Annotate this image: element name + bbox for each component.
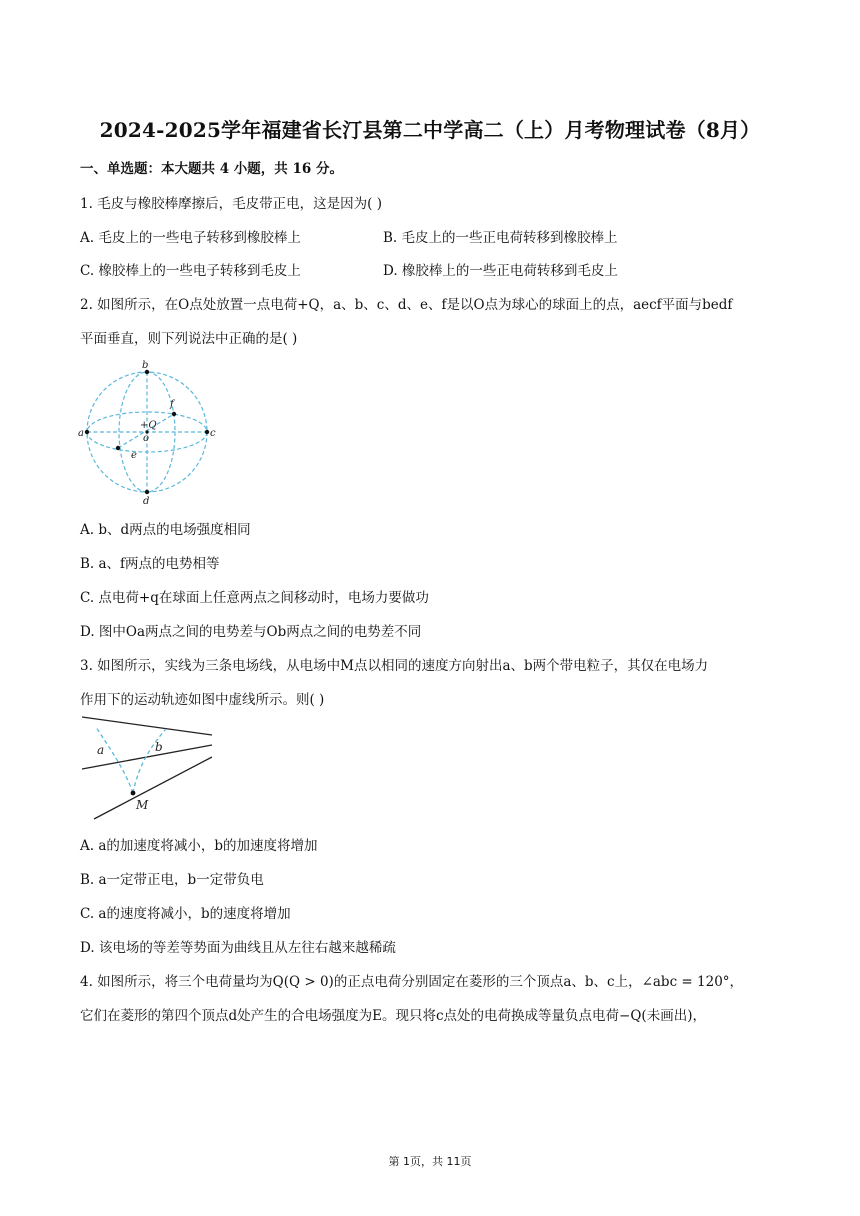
- q3-option-b: B. a一定带正电，b一定带负电: [80, 872, 264, 888]
- label-b: b: [142, 360, 149, 371]
- q1-stem: 1. 毛皮与橡胶棒摩擦后，毛皮带正电，这是因为( ): [80, 196, 382, 212]
- sphere-figure: [78, 358, 218, 506]
- field-lines-figure: [80, 713, 215, 823]
- page-footer: 第 1页，共 11页: [388, 1155, 472, 1168]
- label-a: a: [97, 743, 105, 757]
- label-m: M: [136, 798, 149, 812]
- point-c: [205, 430, 209, 434]
- point-d: [145, 490, 149, 494]
- q2-option-b: B. a、f两点的电势相等: [80, 556, 220, 572]
- q1-option-c: C. 橡胶棒上的一些电子转移到毛皮上: [80, 263, 301, 279]
- section-heading: 一、单选题：本大题共 4 小题，共 16 分。: [80, 161, 343, 177]
- point-a: [85, 430, 89, 434]
- q2-option-a: A. b、d两点的电场强度相同: [80, 522, 251, 538]
- field-line-top: [82, 717, 212, 735]
- q3-stem-line2: 作用下的运动轨迹如图中虚线所示。则( ): [80, 692, 325, 708]
- label-e: e: [131, 450, 137, 461]
- q2-stem-line2: 平面垂直，则下列说法中正确的是( ): [80, 331, 298, 347]
- q3-option-a: A. a的加速度将减小，b的加速度将增加: [80, 838, 318, 854]
- q2-stem-line1: 2. 如图所示，在O点处放置一点电荷+Q，a、b、c、d、e、f是以O点为球心的球面上的点，aecf平面与bedf: [80, 297, 733, 313]
- label-o: o: [143, 433, 150, 444]
- point-m: [131, 791, 136, 796]
- point-f: [172, 412, 176, 416]
- q2-option-d: D. 图中Oa两点之间的电势差与Ob两点之间的电势差不同: [80, 624, 422, 640]
- q1-option-d: D. 橡胶棒上的一些正电荷转移到毛皮上: [383, 263, 618, 279]
- label-a: a: [78, 428, 84, 439]
- label-f: f: [170, 399, 174, 410]
- q3-option-c: C. a的速度将减小，b的速度将增加: [80, 906, 291, 922]
- page-title: 2024-2025学年福建省长汀县第二中学高二（上）月考物理试卷（8月）: [99, 118, 761, 142]
- q4-stem-line1: 4. 如图所示，将三个电荷量均为Q(Q > 0)的正点电荷分别固定在菱形的三个顶点a、b、c上，∠abc = 120°，: [80, 974, 744, 990]
- q1-option-b: B. 毛皮上的一些正电荷转移到橡胶棒上: [383, 230, 618, 246]
- label-c: c: [210, 428, 216, 439]
- field-line-bottom: [94, 757, 212, 819]
- label-b: b: [155, 740, 163, 754]
- label-q: +Q: [140, 420, 157, 431]
- label-d: d: [143, 496, 150, 507]
- point-e: [116, 446, 120, 450]
- q2-option-c: C. 点电荷+q在球面上任意两点之间移动时，电场力要做功: [80, 590, 429, 606]
- q3-option-d: D. 该电场的等差等势面为曲线且从左往右越来越稀疏: [80, 940, 396, 956]
- q3-stem-line1: 3. 如图所示，实线为三条电场线，从电场中M点以相同的速度方向射出a、b两个带电粒子，其仅在电场力: [80, 658, 709, 674]
- q1-option-a: A. 毛皮上的一些电子转移到橡胶棒上: [80, 230, 301, 246]
- q4-stem-line2: 它们在菱形的第四个顶点d处产生的合电场强度为E。现只将c点处的电荷换成等量负点电荷−Q(未画出)，: [80, 1008, 706, 1024]
